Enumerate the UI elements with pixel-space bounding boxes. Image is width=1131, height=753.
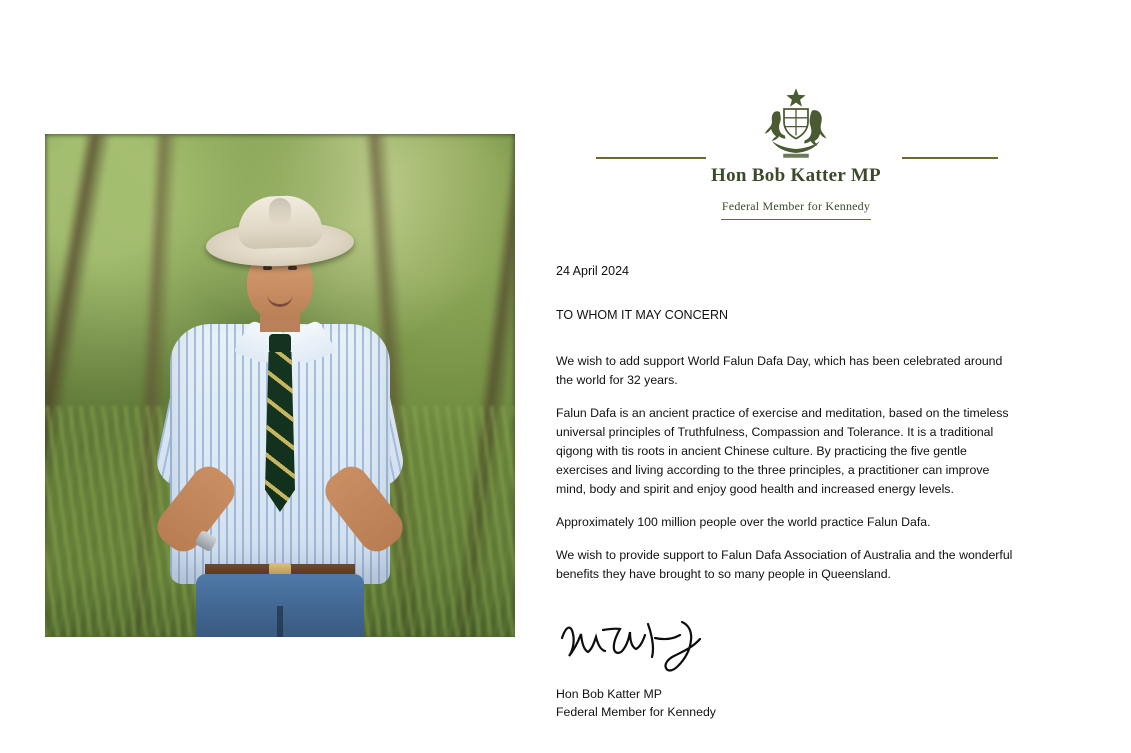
jeans-seam [277,606,283,637]
signatory-name: Hon Bob Katter MP [556,687,662,702]
signatory-title: Federal Member for Kennedy [556,705,716,720]
left-eye [263,266,272,270]
letter-paragraph: We wish to provide support to Falun Dafa Association of Australia and the wonderful benefits they have brought to so many people in Queensland. [556,548,1013,582]
handwritten-signature [556,608,1036,680]
letterhead-subtitle: Federal Member for Kennedy [721,199,871,213]
letterhead-name: Hon Bob Katter MP [711,165,881,186]
commonwealth-coat-of-arms-icon [748,85,844,165]
letter-paragraph: Falun Dafa is an ancient practice of exercise and meditation, based on the timeless universal principles of Truthfulness, Compassion and Tolerance. It is a traditional qigong with tis roots in ancient Chinese culture. By practicing the five gentle exercises and living according to the three principles, a practitioner can improve mind, body and spirit and enjoy good health and increased energy levels. [556,406,1009,497]
letterhead-underline [721,219,871,220]
right-eye [288,266,297,270]
portrait-photo [45,134,515,637]
tie-knot [269,334,291,354]
letter-body [556,264,1036,722]
letter-paragraph: We wish to add support World Falun Dafa Day, which has been celebrated around the world for 32 years. [556,354,1003,388]
photo-canvas [45,134,515,637]
letter-date: 24 April 2024 [556,264,629,278]
signature-icon [556,608,766,680]
letter-document [556,60,1036,722]
signature-block [556,686,1036,722]
letter-paragraph: Approximately 100 million people over the world practice Falun Dafa. [556,515,931,530]
letterhead [556,85,1036,220]
rule-right [902,157,998,159]
letter-salutation: TO WHOM IT MAY CONCERN [556,308,728,322]
hat-crease [269,198,291,226]
person-figure [45,134,515,637]
striped-tie [265,352,295,512]
rule-left [596,157,706,159]
letterhead-rules [556,157,1036,159]
